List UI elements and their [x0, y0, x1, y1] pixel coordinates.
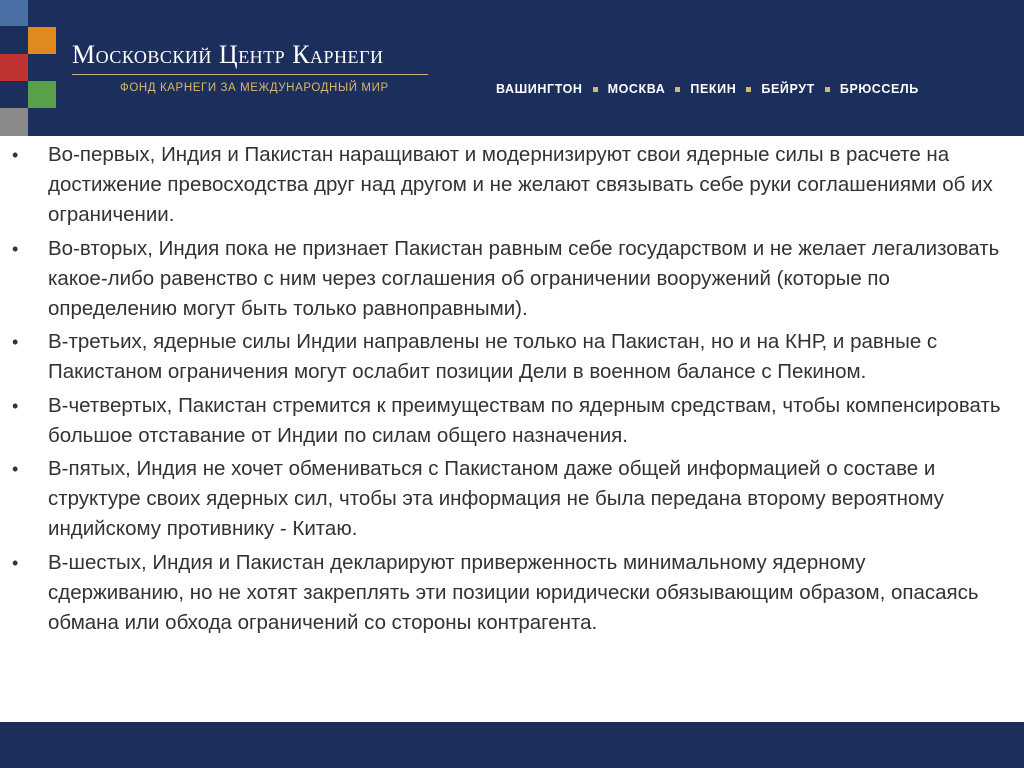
logo-square-orange — [28, 27, 56, 54]
bullet-marker: • — [12, 552, 19, 573]
city-separator — [825, 87, 830, 92]
city-label: БЕЙРУТ — [761, 82, 815, 96]
footer-bar — [0, 722, 1024, 768]
bullet-marker: • — [12, 459, 19, 479]
list-item — [0, 327, 1024, 387]
city-separator — [746, 87, 751, 92]
list-item — [0, 234, 1024, 324]
bullet-text: В-четвертых, Пакистан стремится к преимуществам по ядерным средствам, чтобы компенсировать большое отставание от Индии по силам общего назначения. — [48, 393, 1001, 447]
list-item — [0, 391, 1024, 451]
header-banner — [0, 0, 1024, 136]
organization-subtitle: ФОНД КАРНЕГИ ЗА МЕЖДУНАРОДНЫЙ МИР — [120, 82, 389, 94]
logo-square-green — [28, 81, 56, 108]
city-label: ПЕКИН — [690, 82, 737, 96]
city-label: ВАШИНГТОН — [496, 82, 583, 96]
city-label: БРЮССЕЛЬ — [839, 82, 919, 96]
city-label: МОСКВА — [607, 82, 666, 96]
city-separator — [593, 87, 598, 92]
bullet-text: В-третьих, ядерные силы Индии направлены не только на Пакистан, но и на КНР, и равные с Пакистаном ограничения могут ослабит позиции Дели в военном балансе с Пекином. — [48, 330, 938, 383]
bullet-list — [0, 140, 1024, 641]
list-item — [0, 454, 1024, 544]
city-list — [496, 82, 919, 96]
logo-square-blue — [0, 0, 28, 26]
logo-squares — [0, 0, 56, 136]
logo-square-gray — [0, 108, 28, 136]
bullet-marker: • — [12, 238, 19, 259]
logo-square-red — [0, 54, 28, 81]
city-separator — [675, 87, 680, 92]
bullet-text: В-шестых, Индия и Пакистан декларируют приверженность минимальному ядерному сдерживанию, но не хотят закреплять эти позиции юридически обязывающим образом, опасаясь обмана или обхода ограничений со стороны контрагента. — [48, 550, 979, 634]
bullet-marker: • — [12, 145, 19, 165]
title-divider — [72, 74, 428, 75]
bullet-text: Во-вторых, Индия пока не признает Пакистан равным себе государством и не желает легализовать какое-либо равенство с ним через соглашения об ограничении вооружений (которые по определению могут быть только равноправными). — [48, 236, 1000, 320]
bullet-text: Во-первых, Индия и Пакистан наращивают и модернизируют свои ядерные силы в расчете на достижение превосходства друг над другом и не желают связывать себе руки соглашениями об их ограничении. — [48, 143, 993, 226]
bullet-text: В-пятых, Индия не хочет обмениваться с Пакистаном даже общей информацией о составе и структуре своих ядерных сил, чтобы эта информация не была передана второму вероятному индийскому противнику - Китаю. — [48, 457, 944, 540]
organization-title: Московский Центр Карнеги — [72, 40, 384, 69]
bullet-marker: • — [12, 332, 19, 352]
list-item — [0, 140, 1024, 230]
bullet-marker: • — [12, 395, 19, 416]
list-item — [0, 548, 1024, 638]
